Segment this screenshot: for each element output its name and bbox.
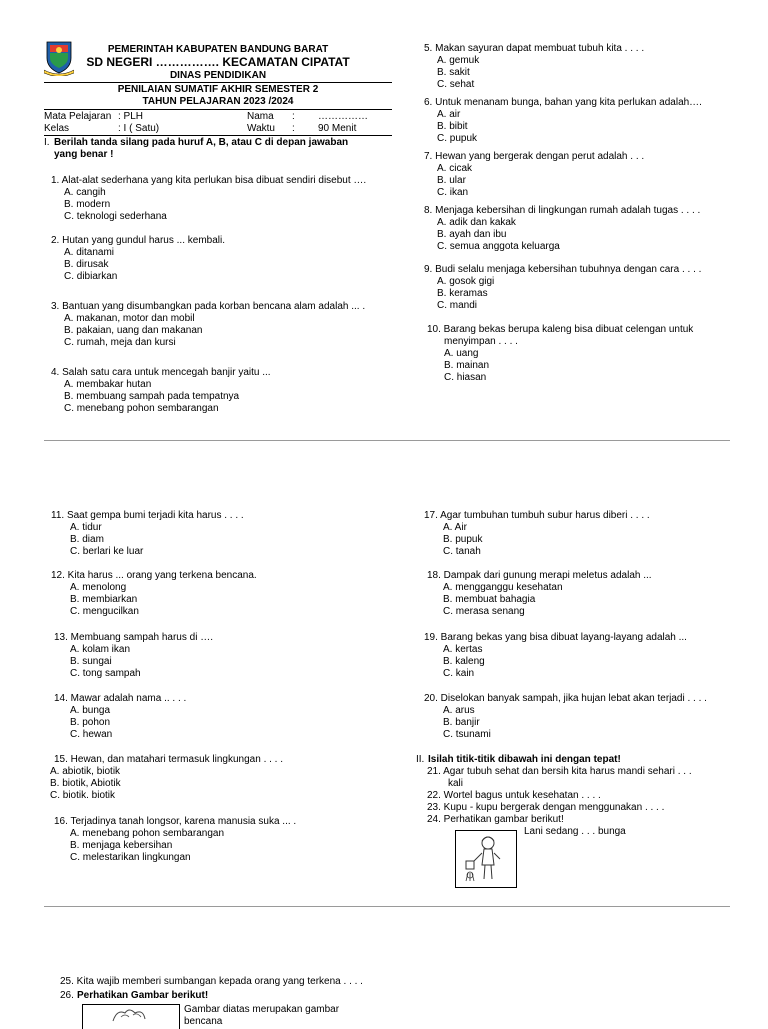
- question-4: [51, 367, 271, 415]
- question-text: 16. Terjadinya tanah longsor, karena manusia suka ... .: [54, 816, 297, 827]
- option-b[interactable]: B. modern: [64, 199, 111, 210]
- section2-instruction: Isilah titik-titik dibawah ini dengan tepat!: [428, 754, 621, 765]
- option-a[interactable]: A. tidur: [70, 522, 102, 533]
- time-colon: :: [292, 123, 295, 134]
- subject-label: Mata Pelajaran: [44, 111, 112, 122]
- question-8: [424, 205, 700, 253]
- question-21-cont: kali: [448, 778, 464, 789]
- option-b[interactable]: B. pohon: [70, 717, 111, 728]
- question-26-text: Gambar diatas merupakan gambar: [184, 1004, 340, 1015]
- question-21: 21. Agar tubuh sehat dan bersih kita harus mandi sehari . . .: [427, 766, 692, 777]
- header-divider-bottom: [44, 109, 392, 110]
- question-13: [54, 632, 213, 680]
- question-text: 20. Diselokan banyak sampah, jika hujan lebat akan terjadi . . . .: [424, 693, 707, 704]
- option-a[interactable]: A. kertas: [443, 644, 483, 655]
- option-a[interactable]: A. makanan, motor dan mobil: [64, 313, 195, 324]
- header-department: DINAS PENDIDIKAN: [169, 70, 267, 81]
- question-16: [54, 816, 296, 864]
- option-a[interactable]: A. cangih: [64, 187, 106, 198]
- question-12: [51, 570, 257, 618]
- option-c[interactable]: C. teknologi sederhana: [64, 211, 167, 222]
- question-10: [427, 324, 693, 384]
- option-a[interactable]: A. ditanami: [64, 247, 115, 258]
- header-divider: [44, 82, 392, 83]
- option-c[interactable]: C. sehat: [437, 79, 475, 90]
- option-c[interactable]: C. mandi: [437, 300, 478, 311]
- question-18: [427, 570, 652, 618]
- disaster-picture: [82, 1004, 180, 1029]
- question-text: 7. Hewan yang bergerak dengan perut adalah . . .: [424, 151, 645, 162]
- question-7: [424, 151, 644, 199]
- option-a[interactable]: A. menebang pohon sembarangan: [70, 828, 225, 839]
- name-value: ……………: [318, 111, 368, 122]
- question-text: 13. Membuang sampah harus di ….: [54, 632, 213, 643]
- question-24: 24. Perhatikan gambar berikut!: [427, 814, 564, 825]
- option-c[interactable]: C. pupuk: [437, 133, 478, 144]
- option-a[interactable]: A. cicak: [437, 163, 473, 174]
- question-text: 5. Makan sayuran dapat membuat tubuh kita . . . .: [424, 43, 645, 54]
- option-c[interactable]: C. berlari ke luar: [70, 546, 144, 557]
- option-c[interactable]: C. tanah: [443, 546, 481, 557]
- question-text: 8. Menjaga kebersihan di lingkungan rumah adalah tugas . . . .: [424, 205, 701, 216]
- option-c[interactable]: C. melestarikan lingkungan: [70, 852, 191, 863]
- option-c[interactable]: C. biotik. biotik: [50, 790, 116, 801]
- section1-instruction: Berilah tanda silang pada huruf A, B, atau C di depan jawaban: [54, 137, 349, 148]
- option-c[interactable]: C. hiasan: [444, 372, 487, 383]
- option-a[interactable]: A. membakar hutan: [64, 379, 152, 390]
- option-c[interactable]: C. rumah, meja dan kursi: [64, 337, 176, 348]
- question-3: [51, 301, 365, 349]
- option-c[interactable]: C. tong sampah: [70, 668, 141, 679]
- option-a[interactable]: A. air: [437, 109, 461, 120]
- option-a[interactable]: A. gemuk: [437, 55, 480, 66]
- header-assessment: PENILAIAN SUMATIF AKHIR SEMESTER 2: [117, 84, 319, 95]
- section1-number: I.: [44, 137, 50, 148]
- option-a[interactable]: A. adik dan kakak: [437, 217, 516, 228]
- question-26-text-cont: bencana: [184, 1016, 223, 1027]
- page-divider-1: [44, 440, 730, 441]
- option-c[interactable]: C. hewan: [70, 729, 113, 740]
- class-label: Kelas: [44, 123, 70, 134]
- option-c[interactable]: C. semua anggota keluarga: [437, 241, 560, 252]
- question-5: [424, 43, 644, 91]
- question-26-number: 26.: [60, 990, 74, 1001]
- option-a[interactable]: A. bunga: [70, 705, 111, 716]
- question-text: 9. Budi selalu menjaga kebersihan tubuhnya dengan cara . . . .: [424, 264, 702, 275]
- question-14: [54, 693, 186, 741]
- time-value: 90 Menit: [318, 123, 357, 134]
- option-b[interactable]: B. pupuk: [443, 534, 483, 545]
- section2-number: II.: [416, 754, 425, 765]
- question-26: Perhatikan Gambar berikut!: [77, 990, 209, 1001]
- option-b[interactable]: B. biotik, Abiotik: [50, 778, 121, 789]
- question-text: 10. Barang bekas berupa kaleng bisa dibuat celengan untuk: [427, 324, 694, 335]
- option-a[interactable]: A. uang: [444, 348, 479, 359]
- option-c[interactable]: C. merasa senang: [443, 606, 525, 617]
- girl-watering-picture: [455, 830, 517, 888]
- option-c[interactable]: C. dibiarkan: [64, 271, 118, 282]
- question-text: 19. Barang bekas yang bisa dibuat layang-layang adalah ...: [424, 632, 687, 643]
- option-b[interactable]: B. dirusak: [64, 259, 109, 270]
- option-b[interactable]: B. banjir: [443, 717, 480, 728]
- name-label: Nama: [247, 111, 274, 122]
- option-b[interactable]: B. pakaian, uang dan makanan: [64, 325, 203, 336]
- option-b[interactable]: B. membuat bahagia: [443, 594, 536, 605]
- page-divider-2: [44, 906, 730, 907]
- question-text-cont: menyimpan . . . .: [444, 336, 518, 347]
- section1-instruction-cont: yang benar !: [54, 149, 114, 160]
- question-text: 1. Alat-alat sederhana yang kita perlukan bisa dibuat sendiri disebut ….: [51, 175, 367, 186]
- time-label: Waktu: [247, 123, 275, 134]
- option-b[interactable]: B. sakit: [437, 67, 470, 78]
- option-c[interactable]: C. tsunami: [443, 729, 491, 740]
- option-a[interactable]: A. abiotik, biotik: [50, 766, 121, 777]
- option-b[interactable]: B. sungai: [70, 656, 112, 667]
- question-25: 25. Kita wajib memberi sumbangan kepada orang yang terkena . . . .: [60, 976, 363, 987]
- question-text: 6. Untuk menanam bunga, bahan yang kita perlukan adalah….: [424, 97, 702, 108]
- option-b[interactable]: B. kaleng: [443, 656, 485, 667]
- question-22: 22. Wortel bagus untuk kesehatan . . . .: [427, 790, 601, 801]
- option-c[interactable]: C. menebang pohon sembarangan: [64, 403, 219, 414]
- question-text: 18. Dampak dari gunung merapi meletus adalah ...: [427, 570, 652, 581]
- class-value: : I ( Satu): [118, 123, 160, 134]
- option-a[interactable]: A. menolong: [70, 582, 127, 593]
- option-a[interactable]: A. Air: [443, 522, 467, 533]
- subject-value: : PLH: [118, 111, 144, 122]
- option-c[interactable]: C. ikan: [437, 187, 469, 198]
- question-9: [424, 264, 701, 312]
- question-20: [424, 693, 707, 741]
- question-24-text: Lani sedang . . . bunga: [524, 826, 626, 837]
- option-c[interactable]: C. kain: [443, 668, 475, 679]
- question-text: 2. Hutan yang gundul harus ... kembali.: [51, 235, 225, 246]
- option-b[interactable]: B. ular: [437, 175, 466, 186]
- option-b[interactable]: B. ayah dan ibu: [437, 229, 507, 240]
- question-text: 3. Bantuan yang disumbangkan pada korban bencana alam adalah ... .: [51, 301, 366, 312]
- question-11: [51, 510, 244, 558]
- question-1: [51, 175, 366, 223]
- question-15: [50, 754, 283, 802]
- option-a[interactable]: A. gosok gigi: [437, 276, 495, 287]
- question-text: 4. Salah satu cara untuk mencegah banjir yaitu ...: [51, 367, 271, 378]
- question-17: [424, 510, 650, 558]
- option-b[interactable]: B. menjaga kebersihan: [70, 840, 173, 851]
- question-text: 12. Kita harus ... orang yang terkena bencana.: [51, 570, 257, 581]
- question-2: [51, 235, 225, 283]
- header-government: PEMERINTAH KABUPATEN BANDUNG BARAT: [107, 44, 329, 55]
- option-b[interactable]: B. diam: [70, 534, 104, 545]
- option-b[interactable]: B. mainan: [444, 360, 490, 371]
- option-a[interactable]: A. arus: [443, 705, 475, 716]
- option-b[interactable]: B. keramas: [437, 288, 488, 299]
- option-a[interactable]: A. mengganggu kesehatan: [443, 582, 563, 593]
- question-text: 14. Mawar adalah nama .. . . .: [54, 693, 187, 704]
- question-text: 15. Hewan, dan matahari termasuk lingkungan . . . .: [54, 754, 284, 765]
- option-b[interactable]: B. bibit: [437, 121, 468, 132]
- option-c[interactable]: C. mengucilkan: [70, 606, 139, 617]
- name-colon: :: [292, 111, 295, 122]
- question-text: 11. Saat gempa bumi terjadi kita harus . . . .: [51, 510, 244, 521]
- header-school: SD NEGERI ……………. KECAMATAN CIPATAT: [86, 55, 350, 69]
- header-year: TAHUN PELAJARAN 2023 /2024: [142, 96, 294, 107]
- question-23: 23. Kupu - kupu bergerak dengan menggunakan . . . .: [427, 802, 665, 813]
- question-6: [424, 97, 702, 145]
- question-text: 17. Agar tumbuhan tumbuh subur harus diberi . . . .: [424, 510, 650, 521]
- question-19: [424, 632, 687, 680]
- option-b[interactable]: B. membuang sampah pada tempatnya: [64, 391, 240, 402]
- info-divider: [44, 135, 392, 136]
- option-b[interactable]: B. membiarkan: [70, 594, 138, 605]
- option-a[interactable]: A. kolam ikan: [70, 644, 131, 655]
